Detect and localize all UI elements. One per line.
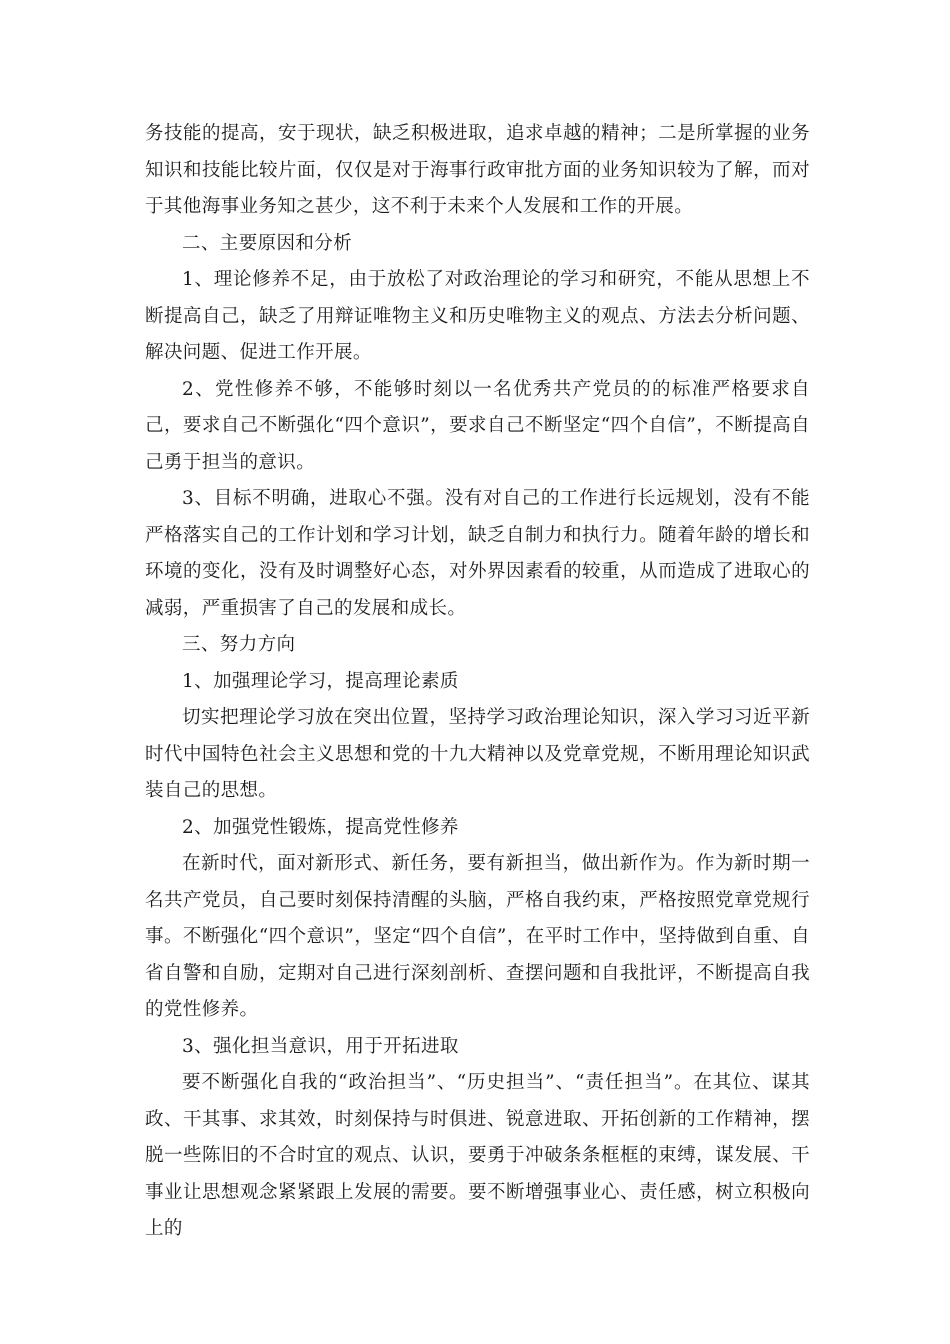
paragraph-continued: 务技能的提高，安于现状，缺乏积极进取，追求卓越的精神；二是所掌握的业务知识和技能比较片面，仅仅是对于海事行政审批方面的业务知识较为了解，而对于其他海事业务知之甚少，这不利于未来个人发展和工作的开展。	[145, 123, 810, 217]
section-heading-2: 二、主要原因和分析	[182, 232, 353, 254]
section-heading-3: 三、努力方向	[182, 634, 296, 655]
paragraph-cause-1: 1、理论修养不足，由于放松了对政治理论的学习和研究，不能从思想上不断提高自己，缺乏了用辩证唯物主义和历史唯物主义的观点、方法去分析问题、解决问题、促进工作开展。	[145, 269, 810, 363]
document-body	[145, 116, 810, 1248]
paragraph-cause-2: 2、党性修养不够，不能够时刻以一名优秀共产党员的的标准严格要求自己，要求自己不断强化“四个意识”，要求自己不断坚定“四个自信”，不断提高自己勇于担当的意识。	[145, 378, 810, 473]
subheading-3: 3、强化担当意识，用于开拓进取	[182, 1035, 459, 1057]
paragraph-cause-3: 3、目标不明确，进取心不强。没有对自己的工作进行长远规划，没有不能严格落实自己的工作计划和学习计划，缺乏自制力和执行力。随着年龄的增长和环境的变化，没有及时调整好心态，对外界因素看的较重，从而造成了进取心的减弱，严重损害了自己的发展和成长。	[145, 488, 810, 619]
paragraph-direction-3: 要不断强化自我的“政治担当”、“历史担当”、“责任担当”。在其位、谋其政、干其事、求其效，时刻保持与时俱进、锐意进取、开拓创新的工作精神，摆脱一些陈旧的不合时宜的观点、认识，要勇于冲破条条框框的束缚，谋发展、干事业让思想观念紧紧跟上发展的需要。要不断增强事业心、责任感，树立积极向上的	[145, 1072, 810, 1239]
paragraph-direction-1: 切实把理论学习放在突出位置，坚持学习政治理论知识，深入学习习近平新时代中国特色社会主义思想和党的十九大精神以及党章党规，不断用理论知识武装自己的思想。	[145, 707, 810, 801]
subheading-2: 2、加强党性锻炼，提高党性修养	[182, 816, 459, 838]
subheading-1: 1、加强理论学习，提高理论素质	[182, 670, 459, 692]
paragraph-direction-2: 在新时代，面对新形式、新任务，要有新担当，做出新作为。作为新时期一名共产党员，自己要时刻保持清醒的头脑，严格自我约束，严格按照党章党规行事。不断强化“四个意识”，坚定“四个自信”，在平时工作中，坚持做到自重、自省自警和自励，定期对自己进行深刻剖析、查摆问题和自我批评，不断提高自我的党性修养。	[145, 853, 810, 1020]
